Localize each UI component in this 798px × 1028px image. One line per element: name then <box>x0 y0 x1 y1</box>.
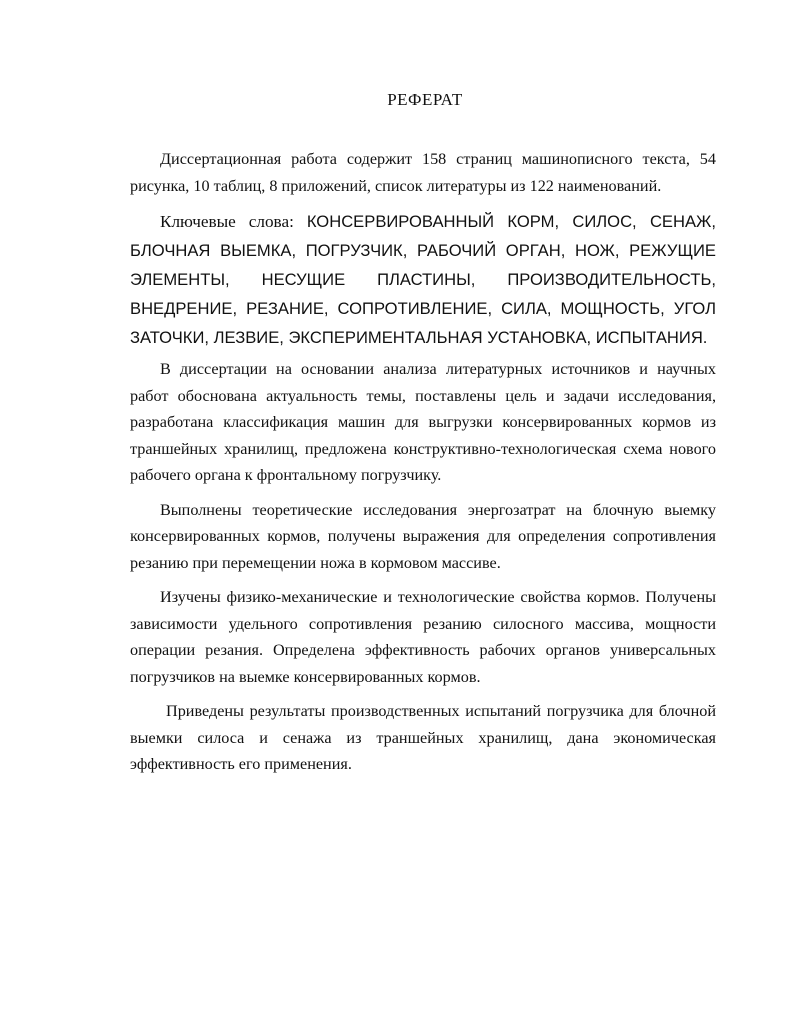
document-title: РЕФЕРАТ <box>387 90 463 109</box>
paragraph-analysis: В диссертации на основании анализа литературных источников и научных работ обоснована актуальность темы, поставлены цель и задачи исследования, разработана классификация машин для выгрузки консервированных кормов из траншейных хранилищ, предложена конструктивно-технологическая схема нового рабочего органа к фронтальному погрузчику. <box>130 360 716 484</box>
paragraph-summary: Диссертационная работа содержит 158 страниц машинописного текста, 54 рисунка, 10 таблиц, 8 приложений, список литературы из 122 наименований. <box>130 150 716 195</box>
keywords-list: КОНСЕРВИРОВАННЫЙ КОРМ, СИЛОС, СЕНАЖ, БЛОЧНАЯ ВЫЕМКА, ПОГРУЗЧИК, РАБОЧИЙ ОРГАН, НОЖ, РЕЖУЩИЕ ЭЛЕМЕНТЫ, НЕСУЩИЕ ПЛАСТИНЫ, ПРОИЗВОДИТЕЛЬНОСТЬ, ВНЕДРЕНИЕ, РЕЗАНИЕ, СОПРОТИВЛЕНИЕ, СИЛА, МОЩНОСТЬ, УГОЛ ЗАТОЧКИ, ЛЕЗВИЕ, ЭКСПЕРИМЕНТАЛЬНАЯ УСТАНОВКА, ИСПЫТАНИЯ. <box>130 212 716 347</box>
paragraph-properties: Изучены физико-механические и технологические свойства кормов. Получены зависимости удельного сопротивления резанию силосного массива, мощности операции резания. Определена эффективность рабочих органов универсальных погрузчиков на выемке консервированных кормов. <box>130 588 716 686</box>
paragraph-theory: Выполнены теоретические исследования энергозатрат на блочную выемку консервированных кормов, получены выражения для определения сопротивления резанию при перемещении ножа в кормовом массиве. <box>130 500 716 572</box>
paragraph-results: Приведены результаты производственных испытаний погрузчика для блочной выемки силоса и сенажа из траншейных хранилищ, дана экономическая эффективность его применения. <box>130 702 716 773</box>
keywords-label: Ключевые слова: <box>160 212 307 231</box>
paragraph-keywords <box>130 207 716 352</box>
abstract-body <box>130 146 716 786</box>
